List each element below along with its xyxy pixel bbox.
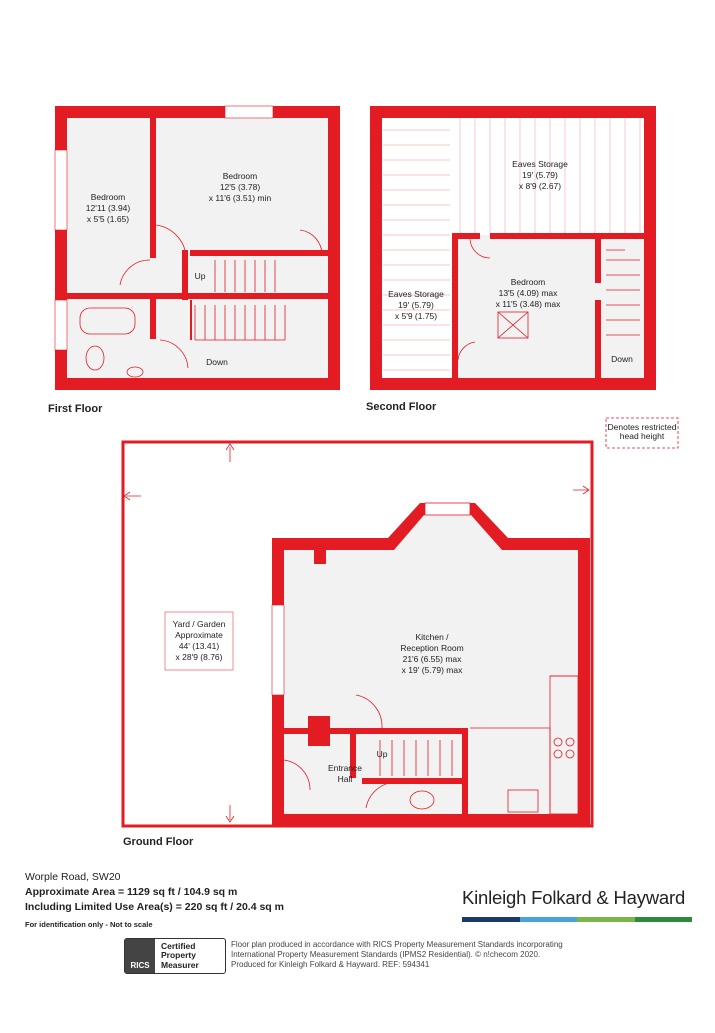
sf-eaves-top-name: Eaves Storage [512,159,568,169]
ff-bedroom-main-dim2: x 11'6 (3.51) min [208,193,272,203]
restricted-legend-line1: Denotes restricted [607,422,677,432]
sf-bedroom-name: Bedroom [510,277,546,287]
agency-color-bar [462,917,692,922]
identification-note: For identification only - Not to scale [25,920,153,929]
color-bar-segment [520,917,578,922]
gf-yard-dim1: 44' (13.41) [178,641,220,651]
ff-bedroom-small-dim1: 12'11 (3.94) [85,203,131,213]
gf-yard-name: Yard / Garden [172,619,226,629]
ff-bedroom-small-name: Bedroom [90,192,126,202]
sf-eaves-left-dim2: x 5'9 (1.75) [394,311,438,321]
ground-floor-title: Ground Floor [123,836,194,848]
agency-name: Kinleigh Folkard & Hayward [462,887,686,908]
gf-kitchen-name1: Kitchen / [415,632,449,642]
disclaimer [231,940,611,970]
rics-cert-line3: Measurer [161,959,199,970]
second-floor-plan [370,106,656,390]
ff-bedroom-main-dim1: 12'5 (3.78) [219,182,261,192]
sf-eaves-top-dim1: 19' (5.79) [522,170,558,180]
rics-cert-line2: Property [161,950,196,961]
color-bar-segment [577,917,635,922]
first-floor-title: First Floor [48,403,103,415]
sf-eaves-top-dim2: x 8'9 (2.67) [518,181,562,191]
gf-kitchen-name2: Reception Room [400,643,464,653]
property-summary [25,870,284,932]
ff-stairs-up-label: Up [194,271,206,281]
first-floor-plan [55,106,340,390]
ff-bedroom-small-dim2: x 5'5 (1.65) [86,214,130,224]
color-bar-segment [462,917,520,922]
rics-certified-badge [124,938,226,974]
disclaimer-line2: International Property Measurement Standards (IPMS2 Residential). © n!checom 2020. [231,950,541,959]
gf-hall-name2: Hall [337,774,353,784]
sf-bedroom-dim1: 13'5 (4.09) max [498,288,558,298]
rics-logo: RICS [125,939,155,973]
second-floor-title: Second Floor [366,401,437,413]
approximate-area: Approximate Area = 1129 sq ft / 104.9 sq m [25,886,238,898]
ff-bedroom-main-name: Bedroom [222,171,258,181]
gf-yard-dim2: x 28'9 (8.76) [175,652,223,662]
gf-kitchen-dim2: x 19' (5.79) max [401,665,463,675]
ff-stairs-down-label: Down [206,357,228,367]
gf-yard-sub: Approximate [175,630,223,640]
limited-use-area: Including Limited Use Area(s) = 220 sq ft / 20.4 sq m [25,901,284,913]
sf-stairs-down-label: Down [611,354,633,364]
restricted-legend-line2: head height [619,431,665,441]
gf-stairs-up-label: Up [376,749,388,759]
disclaimer-line1: Floor plan produced in accordance with RICS Property Measurement Standards incorporating [231,940,563,949]
gf-kitchen-dim1: 21'6 (6.55) max [402,654,462,664]
color-bar-segment [635,917,693,922]
sf-bedroom-dim2: x 11'5 (3.48) max [495,299,561,309]
address: Worple Road, SW20 [25,871,121,883]
sf-eaves-left-name: Eaves Storage [388,289,444,299]
sf-eaves-left-dim1: 19' (5.79) [398,300,434,310]
rics-cert-line1: Certified [161,940,196,951]
disclaimer-line3: Produced for Kinleigh Folkard & Hayward. REF: 594341 [231,960,430,969]
gf-hall-name1: Entrance [327,763,363,773]
